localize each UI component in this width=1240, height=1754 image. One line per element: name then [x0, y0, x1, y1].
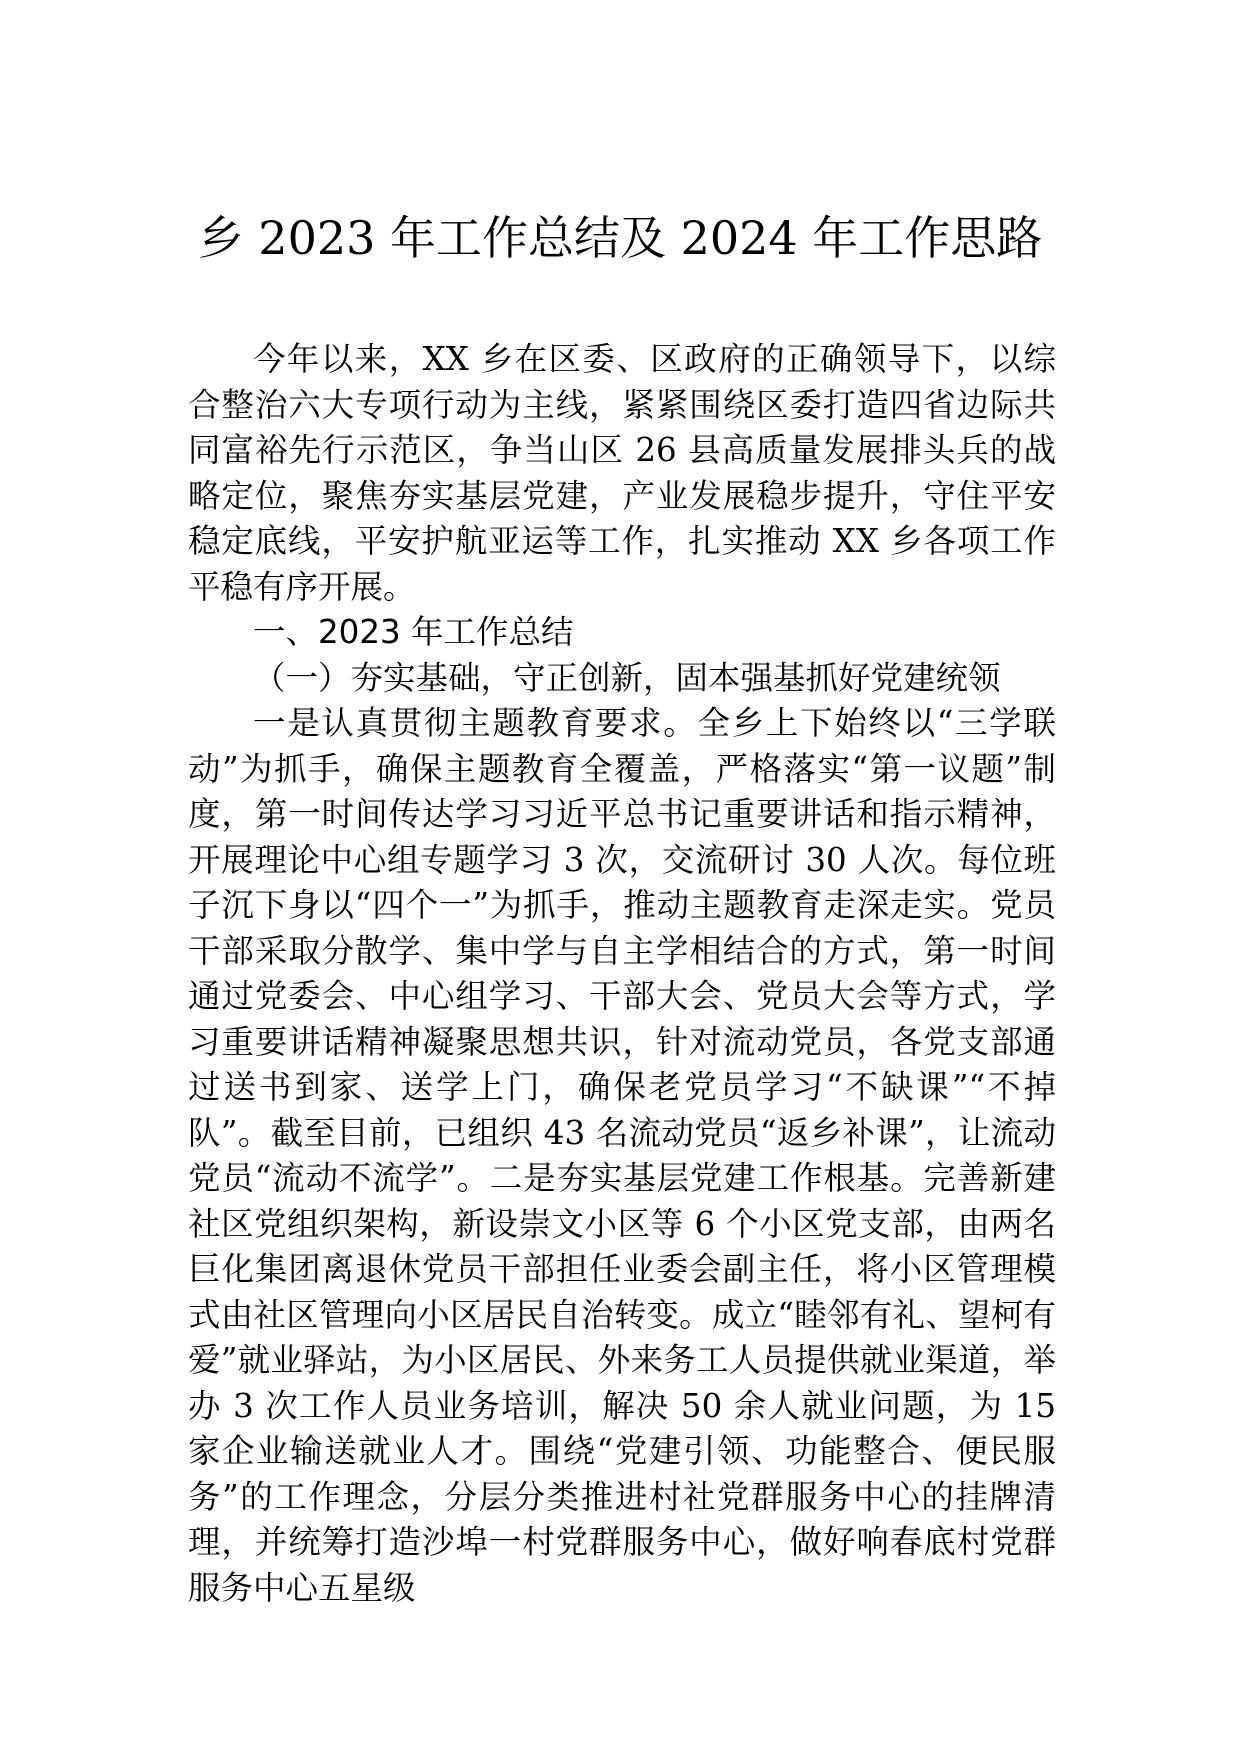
- subsection-heading: （一）夯实基础，守正创新，固本强基抓好党建统领: [253, 658, 1001, 697]
- document-title: 乡 2023 年工作总结及 2024 年工作思路: [197, 211, 1043, 265]
- body-paragraph: 一是认真贯彻主题教育要求。全乡上下始终以“三学联动”为抓手，确保主题教育全覆盖，严格落实“第一议题”制度，第一时间传达学习习近平总书记重要讲话和指示精神，开展理论中心组专题学习 3 次，交流研讨 30 人次。每位班子沉下身以“四个一”为抓手，推动主题教育走深走实。党员干部采取分散学、集中学与自主学相结合的方式，第一时间通过党委会、中心组学习、干部大会、党员大会等方式，学习重要讲话精神凝聚思想共识，针对流动党员，各党支部通过送书到家、送学上门，确保老党员学习“不缺课”“不掉队”。截至目前，已组织 43 名流动党员“返乡补课”，让流动党员“流动不流学”。二是夯实基层党建工作根基。完善新建社区党组织架构，新设崇文小区等 6 个小区党支部，由两名巨化集团离退休党员干部担任业委会副主任，将小区管理模式由社区管理向小区居民自治转变。成立“睦邻有礼、望柯有爱”就业驿站，为小区居民、外来务工人员提供就业渠道，举办 3 次工作人员业务培训，解决 50 余人就业问题，为 15 家企业输送就业人才。围绕“党建引领、功能整合、便民服务”的工作理念，分层分类推进村社党群服务中心的挂牌清理，并统筹打造沙埠一村党群服务中心，做好响春底村党群服务中心五星级: [188, 704, 1056, 1607]
- section-heading: 一、2023 年工作总结: [253, 613, 574, 651]
- document-body: [188, 337, 1056, 1611]
- intro-paragraph: 今年以来，XX 乡在区委、区政府的正确领导下，以综合整治六大专项行动为主线，紧紧围绕区委打造四省边际共同富裕先行示范区，争当山区 26 县高质量发展排头兵的战略定位，聚焦夯实基层党建，产业发展稳步提升，守住平安稳定底线，平安护航亚运等工作，扎实推动 XX 乡各项工作平稳有序开展。: [188, 340, 1056, 606]
